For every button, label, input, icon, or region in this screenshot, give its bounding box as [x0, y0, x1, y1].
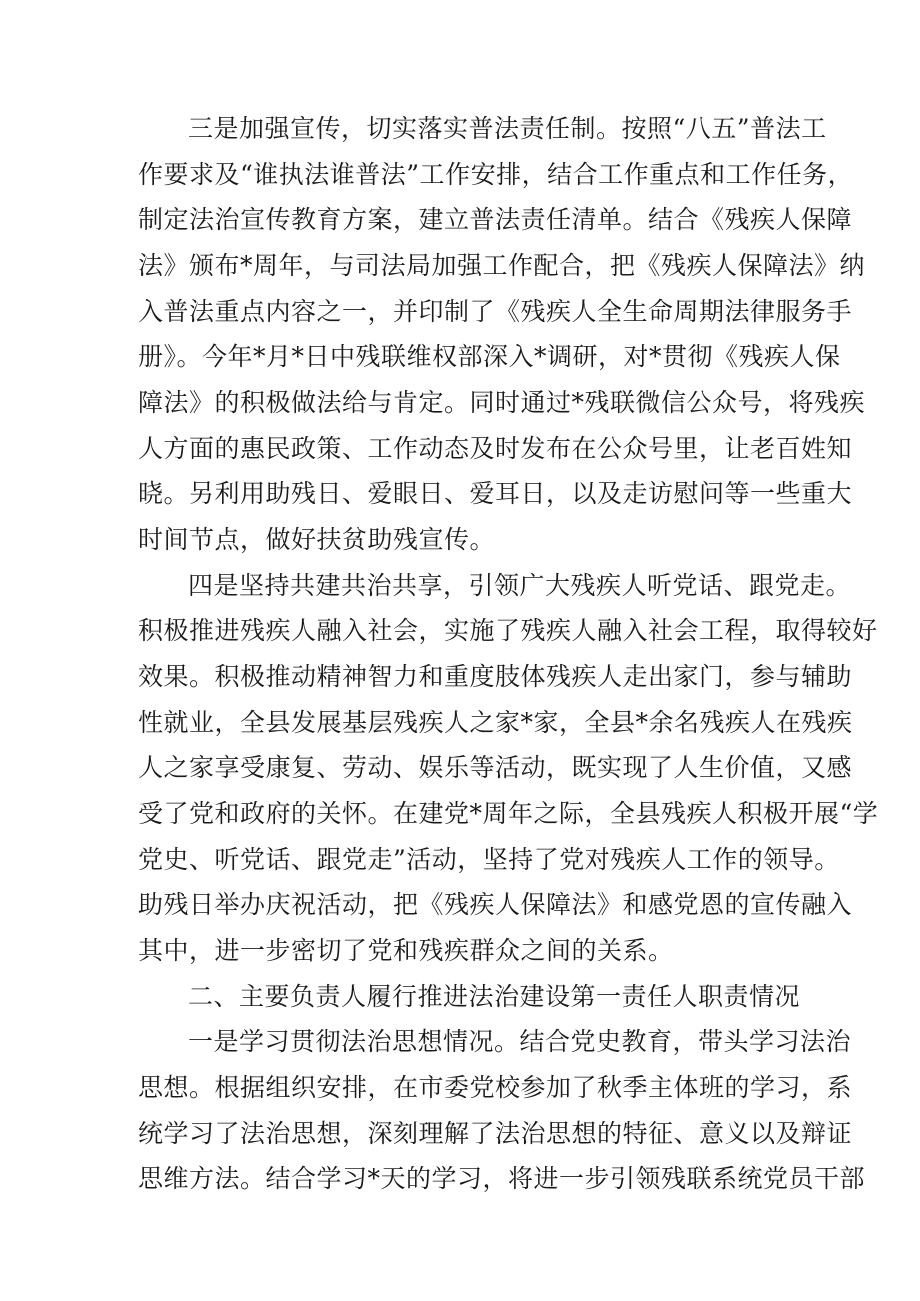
section-heading-2: 二、主要负责人履行推进法治建设第一责任人职责情况: [188, 982, 801, 1011]
paragraph-3-line-8: 人方面的惠民政策、工作动态及时发布在公众号里，让老百姓知: [138, 434, 853, 463]
paragraph-4-line-1: 四是坚持共建共治共享，引领广大残疾人听党话、跟党走。: [188, 571, 852, 600]
paragraph-5-line-2: 思想。根据组织安排，在市委党校参加了秋季主体班的学习，系: [138, 1073, 853, 1102]
paragraph-3-line-7: 障法》的积极做法给与肯定。同时通过*残联微信公众号，将残疾: [138, 388, 866, 417]
paragraph-3-line-3: 制定法治宣传教育方案，建立普法责任清单。结合《残疾人保障: [138, 205, 853, 234]
paragraph-4-line-3: 效果。积极推动精神智力和重度肢体残疾人走出家门，参与辅助: [138, 662, 853, 691]
paragraph-3-line-1: 三是加强宣传，切实落实普法责任制。按照“八五”普法工: [188, 114, 827, 143]
paragraph-3-line-4: 法》颁布*周年，与司法局加强工作配合，把《残疾人保障法》纳: [138, 251, 866, 280]
paragraph-3-line-2: 作要求及“谁执法谁普法”工作安排，结合工作重点和工作任务，: [138, 160, 854, 189]
paragraph-4-line-6: 受了党和政府的关怀。在建党*周年之际，全县残疾人积极开展“学: [138, 799, 879, 828]
paragraph-5-line-3: 统学习了法治思想，深刻理解了法治思想的特征、意义以及辩证: [138, 1119, 853, 1148]
paragraph-5-line-4: 思维方法。结合学习*天的学习，将进一步引领残联系统党员干部: [138, 1164, 866, 1193]
paragraph-4-line-5: 人之家享受康复、劳动、娱乐等活动，既实现了人生价值，又感: [138, 753, 853, 782]
paragraph-3-line-6: 册》。今年*月*日中残联维权部深入*调研，对*贯彻《残疾人保: [138, 342, 841, 371]
paragraph-3-line-10: 时间节点，做好扶贫助残宣传。: [138, 525, 496, 554]
paragraph-5-line-1: 一是学习贯彻法治思想情况。结合党史教育，带头学习法治: [188, 1027, 852, 1056]
paragraph-4-line-4: 性就业，全县发展基层残疾人之家*家，全县*余名残疾人在残疾: [138, 708, 853, 737]
paragraph-4-line-8: 助残日举办庆祝活动，把《残疾人保障法》和感党恩的宣传融入: [138, 890, 853, 919]
paragraph-4-line-2: 积极推进残疾人融入社会，实施了残疾人融入社会工程，取得较好: [138, 616, 878, 645]
paragraph-4-line-9: 其中，进一步密切了党和残疾群众之间的关系。: [138, 936, 674, 965]
paragraph-3-line-5: 入普法重点内容之一，并印制了《残疾人全生命周期法律服务手: [138, 297, 853, 326]
paragraph-3-line-9: 晓。另利用助残日、爱眼日、爱耳日，以及走访慰问等一些重大: [138, 479, 853, 508]
paragraph-4-line-7: 党史、听党话、跟党走”活动，坚持了党对残疾人工作的领导。: [138, 845, 840, 874]
